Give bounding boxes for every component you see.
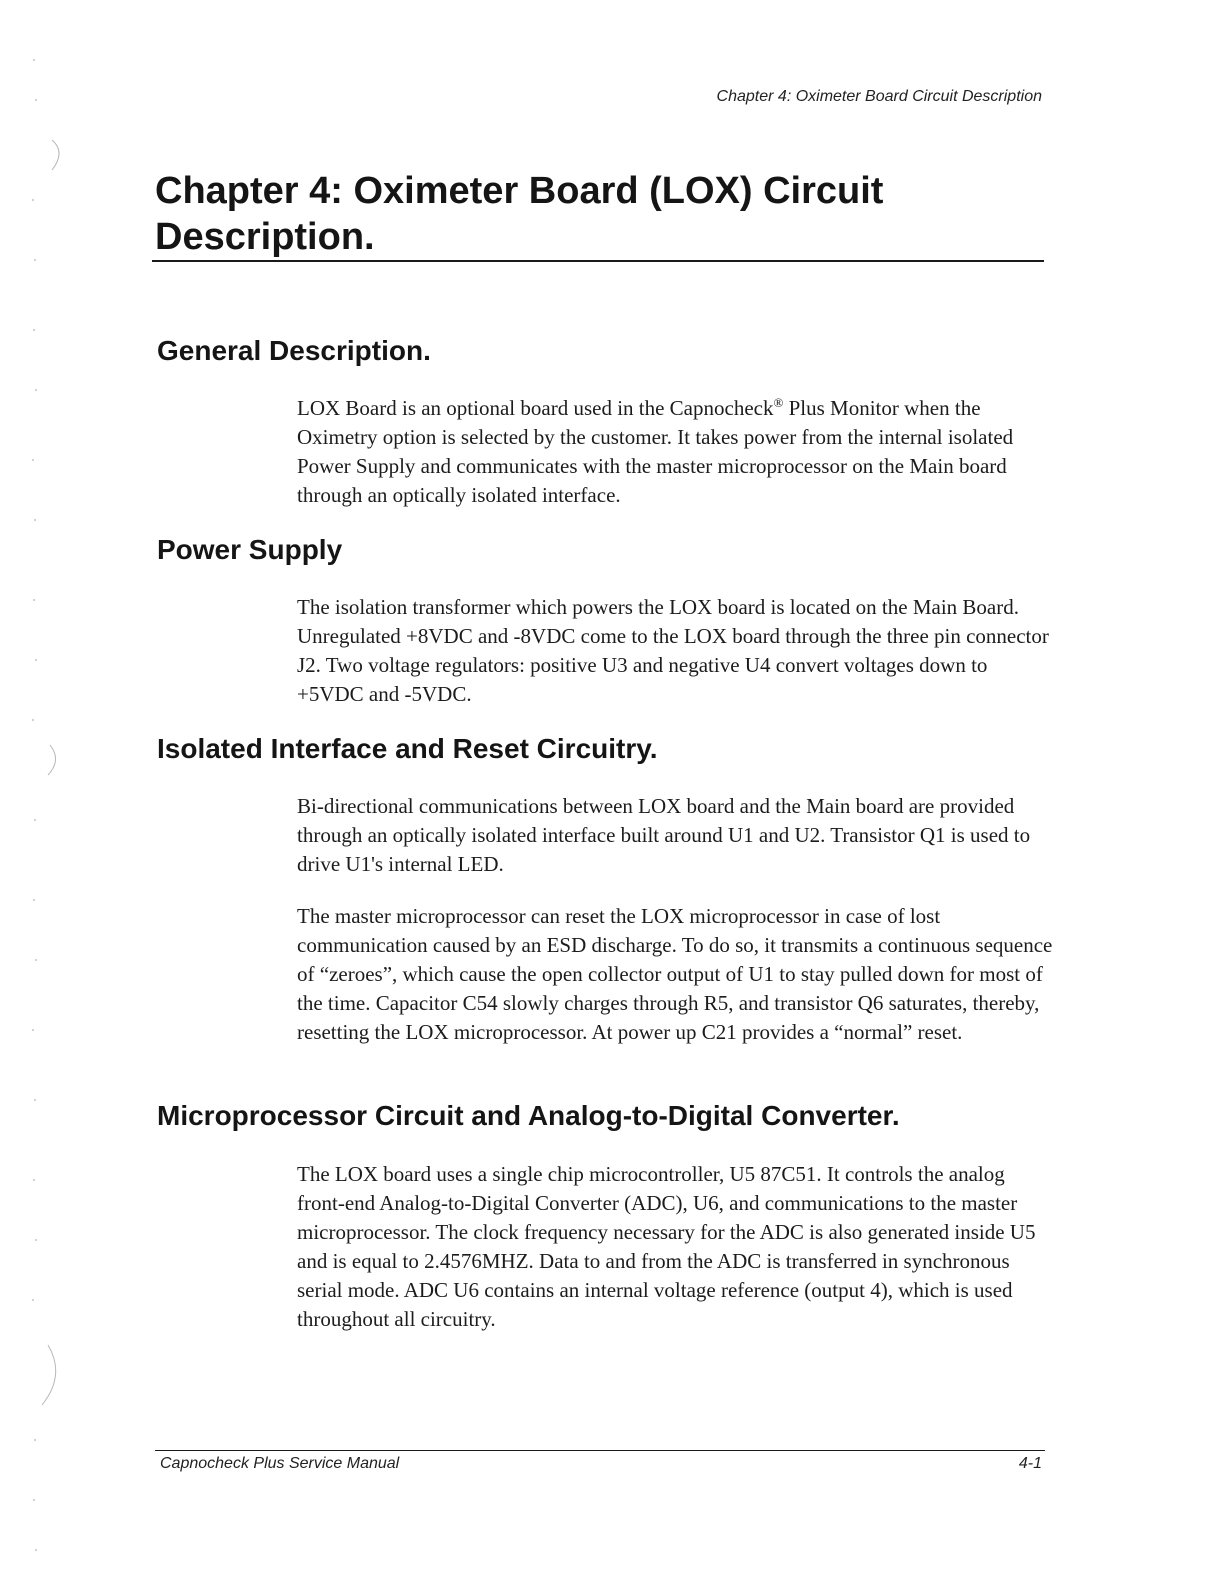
- running-header: Chapter 4: Oximeter Board Circuit Description: [716, 88, 1042, 105]
- section-heading-microprocessor-circuit: Microprocessor Circuit and Analog-to-Digital Converter.: [157, 1100, 900, 1131]
- section-heading-general-description: General Description.: [157, 335, 431, 366]
- scan-edge-marks: [0, 0, 60, 1580]
- paragraph-isolated-interface-1: Bi-directional communications between LOX board and the Main board are provided through an optically isolated interface built around U1 and U2. Transistor Q1 is used to drive U1's internal LED.: [297, 794, 1031, 876]
- section-heading-power-supply: Power Supply: [157, 534, 343, 565]
- chapter-title: Chapter 4: Oximeter Board (LOX) Circuit Description.: [155, 170, 884, 258]
- footer-page-number: 4-1: [1018, 1455, 1042, 1472]
- paragraph-power-supply: The isolation transformer which powers the LOX board is located on the Main Board. Unregulated +8VDC and -8VDC come to the LOX board through the three pin connector J2. Two voltage regulators: positive U3 and negative U4 convert voltages down to +5VDC and -5VDC.: [297, 595, 1049, 706]
- paragraph-microprocessor-circuit: The LOX board uses a single chip microcontroller, U5 87C51. It controls the analog front-end Analog-to-Digital Converter (ADC), U6, and communications to the master microprocessor. The clock frequency necessary for the ADC is also generated inside U5 and is equal to 2.4576MHZ. Data to and from the ADC is transferred in synchronous serial mode. ADC U6 contains an internal voltage reference (output 4), which is used throughout all circuitry.: [297, 1162, 1036, 1331]
- section-heading-isolated-interface: Isolated Interface and Reset Circuitry.: [157, 733, 658, 764]
- registered-mark: ®: [773, 395, 784, 410]
- paragraph-general-description: LOX Board is an optional board used in the Capnocheck® Plus Monitor when the Oximetry option is selected by the customer. It takes power from the internal isolated Power Supply and communicates with the master microprocessor on the Main board through an optically isolated interface.: [297, 395, 1014, 507]
- paragraph-isolated-interface-2: The master microprocessor can reset the LOX microprocessor in case of lost communication caused by an ESD discharge. To do so, it transmits a continuous sequence of “zeroes”, which cause the open collector output of U1 to stay pulled down for most of the time. Capacitor C54 slowly charges through R5, and transistor Q6 saturates, thereby, resetting the LOX microprocessor. At power up C21 provides a “normal” reset.: [297, 904, 1053, 1044]
- footer-manual-title: Capnocheck Plus Service Manual: [160, 1455, 400, 1472]
- title-underline: [152, 260, 1044, 262]
- footer-rule: [155, 1450, 1045, 1451]
